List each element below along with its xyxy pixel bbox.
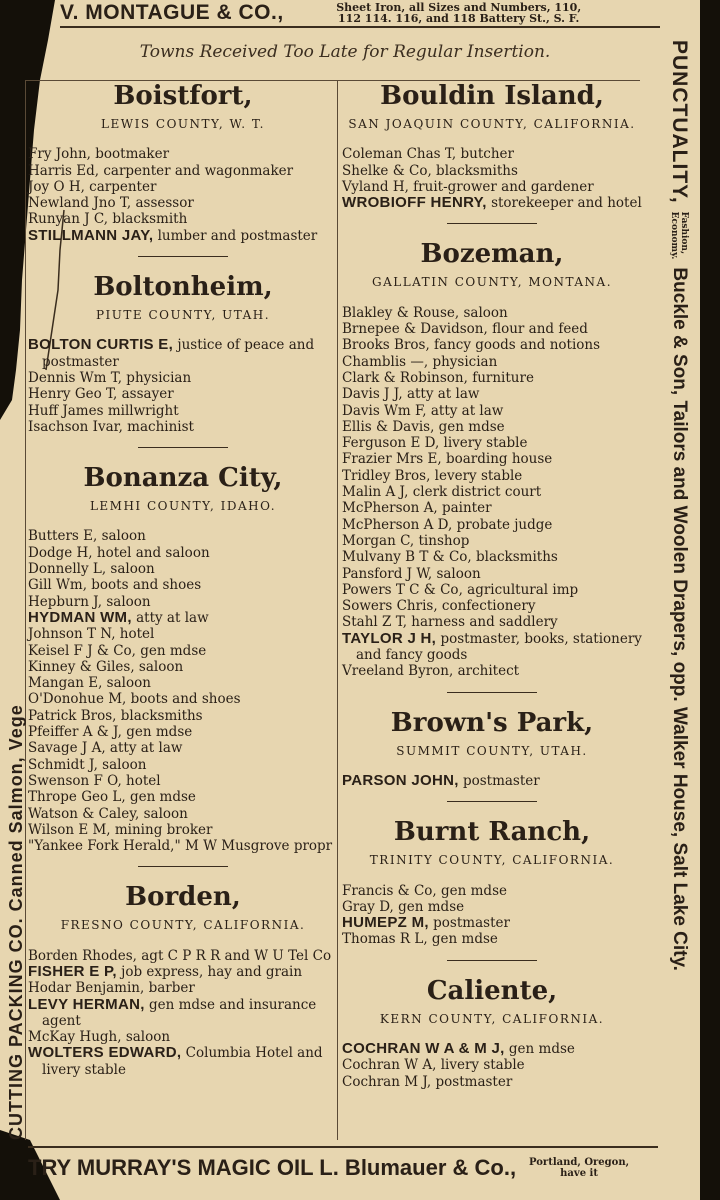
town-heading: Borden,	[125, 882, 241, 913]
directory-entry	[342, 370, 642, 386]
directory-entry	[342, 582, 642, 598]
directory-entry	[342, 419, 642, 435]
entry-name-bold: HYDMAN WM,	[28, 608, 132, 626]
entry-text: postmaster	[428, 915, 510, 932]
directory-entry	[342, 549, 642, 565]
town-heading: Burnt Ranch,	[393, 817, 591, 848]
directory-entry	[342, 195, 642, 211]
footer-ad: TRY MURRAY'S MAGIC OIL L. Blumauer & Co.,	[28, 1155, 517, 1180]
header-detail-line1: Sheet Iron, all Sizes and Numbers, 110,	[336, 1, 582, 14]
county-line: LEMHI COUNTY, IDAHO.	[89, 499, 277, 514]
directory-entry	[342, 614, 642, 630]
directory-entry	[28, 643, 338, 659]
county-line: TRINITY COUNTY, CALIFORNIA.	[369, 853, 615, 868]
directory-entry	[28, 838, 338, 854]
directory-entry	[342, 354, 642, 370]
directory-entry	[28, 561, 338, 577]
entry-text: Watson & Caley, saloon	[28, 805, 188, 822]
directory-entry	[342, 517, 642, 533]
directory-entry	[342, 500, 642, 516]
directory-entry	[342, 1057, 642, 1073]
directory-entry	[28, 691, 338, 707]
directory-entry	[28, 948, 338, 964]
directory-entry	[342, 915, 642, 931]
section-separator	[138, 866, 228, 867]
county-line: FRESNO COUNTY, CALIFORNIA.	[60, 918, 306, 933]
entry-text: Fry John, bootmaker	[28, 146, 170, 163]
directory-entry	[342, 451, 642, 467]
directory-entry	[28, 1029, 338, 1045]
directory-entry	[342, 321, 642, 337]
right-column	[342, 80, 642, 1090]
left-ad-text: CUTTING PACKING CO. Canned Salmon, Vege	[5, 704, 26, 1140]
entry-text: Ferguson E D, livery stable	[342, 435, 528, 452]
entry-text: Clark & Robinson, furniture	[342, 369, 534, 386]
entry-text: Coleman Chas T, butcher	[342, 146, 514, 163]
directory-entry	[342, 305, 642, 321]
right-ad-text: Buckle & Son, Tailors and Woolen Drapers, opp. Walker House, Salt Lake City.	[669, 267, 690, 971]
right-ad-small1: Fashion,	[679, 211, 689, 255]
entry-text: Thomas R L, gen mdse	[342, 931, 498, 948]
entry-text: Brooks Bros, fancy goods and notions	[342, 337, 601, 354]
directory-entry	[28, 163, 338, 179]
town-heading: Bozeman,	[420, 239, 564, 270]
county-line: GALLATIN COUNTY, MONTANA.	[371, 275, 613, 290]
directory-entry	[342, 899, 642, 915]
entry-text: Henry Geo T, assayer	[28, 386, 174, 403]
entry-text: storekeeper and hotel	[486, 195, 642, 212]
county-line: SAN JOAQUIN COUNTY, CALIFORNIA.	[348, 117, 636, 131]
entry-text: Johnson T N, hotel	[28, 626, 155, 643]
entry-text: Thrope Geo L, gen mdse	[28, 789, 196, 806]
entry-text: atty at law	[131, 609, 209, 626]
town-heading: Boistfort,	[113, 81, 253, 111]
directory-entry	[28, 1045, 338, 1078]
entry-text: Davis Wm F, atty at law	[342, 402, 504, 419]
footer-note: Portland, Oregon, have it	[529, 1157, 630, 1179]
directory-entry	[28, 228, 338, 244]
directory-entry	[342, 337, 642, 353]
directory-entry	[28, 337, 338, 370]
directory-entry	[28, 675, 338, 691]
directory-entry	[342, 146, 642, 162]
entry-text: gen mdse	[504, 1040, 575, 1057]
entry-name-bold: WOLTERS EDWARD,	[28, 1044, 182, 1062]
town-heading: Boltonheim,	[93, 272, 273, 303]
directory-entry	[28, 594, 338, 610]
entry-text: Savage J A, atty at law	[28, 740, 183, 757]
left-margin-ad	[0, 140, 32, 1140]
header-detail	[294, 2, 624, 24]
directory-entry	[342, 931, 642, 947]
entry-text: Mangan E, saloon	[28, 675, 151, 692]
entry-name-bold: FISHER E P,	[28, 962, 117, 980]
entry-text: Pansford J W, saloon	[342, 565, 481, 582]
entry-text: Hepburn J, saloon	[28, 593, 151, 610]
entry-text: Kinney & Giles, saloon	[28, 658, 184, 675]
county-line: PIUTE COUNTY, UTAH.	[95, 308, 271, 323]
entry-text: Malin A J, clerk district court	[342, 484, 542, 501]
county-line: LEWIS COUNTY, W. T.	[101, 117, 265, 131]
entry-text: Pfeiffer A & J, gen mdse	[28, 724, 193, 741]
directory-entry	[28, 577, 338, 593]
directory-entry	[342, 163, 642, 179]
entry-text: Ellis & Davis, gen mdse	[342, 418, 505, 435]
entry-text: postmaster, books, stationery and fancy goods	[356, 630, 642, 664]
entry-text: Butters E, saloon	[28, 528, 146, 545]
header-detail-line2: 112 114. 116, and 118 Battery St., S. F.	[338, 12, 580, 25]
entry-text: Frazier Mrs E, boarding house	[342, 451, 553, 468]
entry-text: Huff James millwright	[28, 402, 179, 419]
entry-text: gen mdse and insurance agent	[42, 996, 317, 1029]
town-heading: Bonanza City,	[83, 463, 283, 494]
town-heading: Caliente,	[426, 975, 558, 1006]
entry-text: Harris Ed, carpenter and wagonmaker	[28, 162, 294, 179]
entry-text: Cochran W A, livery stable	[342, 1057, 525, 1074]
directory-entry	[342, 598, 642, 614]
entry-text: Schmidt J, saloon	[28, 756, 147, 773]
directory-entry	[342, 663, 642, 679]
directory-entry	[28, 528, 338, 544]
entry-text: "Yankee Fork Herald," M W Musgrove propr	[28, 838, 333, 855]
directory-entry	[28, 757, 338, 773]
entry-text: Hodar Benjamin, barber	[28, 980, 195, 997]
directory-entry	[28, 179, 338, 195]
directory-entry	[28, 724, 338, 740]
right-ad-small	[669, 212, 689, 260]
directory-entry	[342, 533, 642, 549]
entry-text: Vyland H, fruit-grower and gardener	[342, 178, 594, 195]
entry-text: Gill Wm, boots and shoes	[28, 577, 202, 594]
directory-entry	[342, 179, 642, 195]
entry-text: Shelke & Co, blacksmiths	[342, 162, 518, 179]
directory-entry	[28, 419, 338, 435]
entry-text: Wilson E M, mining broker	[28, 821, 213, 838]
section-separator	[138, 447, 228, 448]
entry-text: Mulvany B T & Co, blacksmiths	[342, 549, 558, 566]
header-banner	[60, 0, 660, 28]
entry-text: Newland Jno T, assessor	[28, 195, 194, 212]
entry-text: Francis & Co, gen mdse	[342, 882, 507, 899]
directory-entry	[342, 1074, 642, 1090]
directory-entry	[28, 997, 338, 1030]
entry-text: McPherson A, painter	[342, 500, 492, 517]
section-separator	[447, 692, 537, 693]
entry-text: Stahl Z T, harness and saddlery	[342, 614, 558, 631]
footer-banner	[28, 1146, 658, 1188]
entry-name-bold: PARSON JOHN,	[342, 771, 459, 789]
directory-entry	[28, 980, 338, 996]
directory-entry	[342, 386, 642, 402]
entry-text: Blakley & Rouse, saloon	[342, 304, 508, 321]
county-line: KERN COUNTY, CALIFORNIA.	[379, 1011, 605, 1026]
directory-entry	[342, 883, 642, 899]
entry-text: postmaster	[458, 772, 540, 789]
entry-text: Isachson Ivar, machinist	[28, 418, 194, 435]
section-separator	[447, 801, 537, 802]
section-separator	[138, 256, 228, 257]
entry-text: job express, hay and grain	[116, 963, 303, 980]
entry-text: Columbia Hotel and livery stable	[42, 1045, 323, 1078]
directory-entry	[28, 626, 338, 642]
directory-entry	[28, 195, 338, 211]
directory-entry	[28, 610, 338, 626]
directory-entry	[342, 403, 642, 419]
entry-text: Keisel F J & Co, gen mdse	[28, 642, 207, 659]
entry-text: Dennis Wm T, physician	[28, 369, 192, 386]
header-name: V. MONTAGUE & CO.,	[60, 1, 284, 24]
section-subheading: Towns Received Too Late for Regular Insertion.	[139, 42, 551, 62]
directory-entry	[28, 806, 338, 822]
directory-entry	[28, 211, 338, 227]
right-ad-slogan: PUNCTUALITY,	[668, 40, 691, 204]
directory-entry	[28, 789, 338, 805]
directory-entry	[28, 403, 338, 419]
section-separator	[447, 223, 537, 224]
directory-entry	[28, 146, 338, 162]
directory-entry	[342, 1041, 642, 1057]
entry-text: Chamblis —, physician	[342, 353, 498, 370]
entry-name-bold: TAYLOR J H,	[342, 629, 437, 647]
entry-name-bold: BOLTON CURTIS E,	[28, 336, 174, 354]
town-heading: Brown's Park,	[390, 707, 594, 738]
directory-entry	[28, 659, 338, 675]
entry-text: Dodge H, hotel and saloon	[28, 544, 210, 561]
directory-entry	[28, 708, 338, 724]
entry-text: Swenson F O, hotel	[28, 772, 161, 789]
left-column	[28, 80, 338, 1078]
entry-text: justice of peace and postmaster	[42, 337, 315, 370]
entry-text: Brnepee & Davidson, flour and feed	[342, 321, 588, 338]
entry-text: Tridley Bros, levery stable	[342, 467, 523, 484]
entry-text: Runyan J C, blacksmith	[28, 211, 188, 228]
entry-text: Patrick Bros, blacksmiths	[28, 707, 203, 724]
directory-entry	[342, 773, 642, 789]
section-separator	[447, 960, 537, 961]
directory-entry	[28, 545, 338, 561]
entry-text: Gray D, gen mdse	[342, 898, 465, 915]
directory-entry	[342, 631, 642, 664]
county-line: SUMMIT COUNTY, UTAH.	[396, 743, 588, 758]
town-heading: Bouldin Island,	[380, 81, 604, 111]
directory-entry	[342, 484, 642, 500]
entry-name-bold: HUMEPZ M,	[342, 914, 429, 932]
entry-text: Joy O H, carpenter	[28, 178, 157, 195]
entry-name-bold: STILLMANN JAY,	[28, 226, 154, 244]
directory-entry	[28, 773, 338, 789]
directory-entry	[28, 370, 338, 386]
entry-text: Morgan C, tinshop	[342, 532, 470, 549]
entry-text: O'Donohue M, boots and shoes	[28, 691, 241, 708]
directory-entry	[342, 468, 642, 484]
entry-name-bold: WROBIOFF HENRY,	[342, 194, 487, 212]
entry-text: Cochran M J, postmaster	[342, 1073, 513, 1090]
right-margin-ad	[658, 40, 700, 1130]
entry-name-bold: COCHRAN W A & M J,	[342, 1039, 505, 1057]
entry-text: Powers T C & Co, agricultural imp	[342, 581, 579, 598]
entry-name-bold: LEVY HERMAN,	[28, 995, 145, 1013]
entry-text: McKay Hugh, saloon	[28, 1029, 171, 1046]
entry-text: McPherson A D, probate judge	[342, 516, 553, 533]
directory-entry	[28, 822, 338, 838]
right-ad-small2: Economy.	[669, 211, 679, 260]
entry-text: Donnelly L, saloon	[28, 561, 155, 578]
entry-text: Davis J J, atty at law	[342, 386, 480, 403]
directory-entry	[28, 740, 338, 756]
directory-entry	[342, 435, 642, 451]
entry-text: Vreeland Byron, architect	[342, 663, 520, 680]
directory-entry	[28, 964, 338, 980]
directory-entry	[28, 386, 338, 402]
entry-text: Borden Rhodes, agt C P R R and W U Tel Co	[28, 947, 332, 964]
entry-text: Sowers Chris, confectionery	[342, 598, 536, 615]
entry-text: lumber and postmaster	[153, 227, 318, 244]
directory-entry	[342, 566, 642, 582]
